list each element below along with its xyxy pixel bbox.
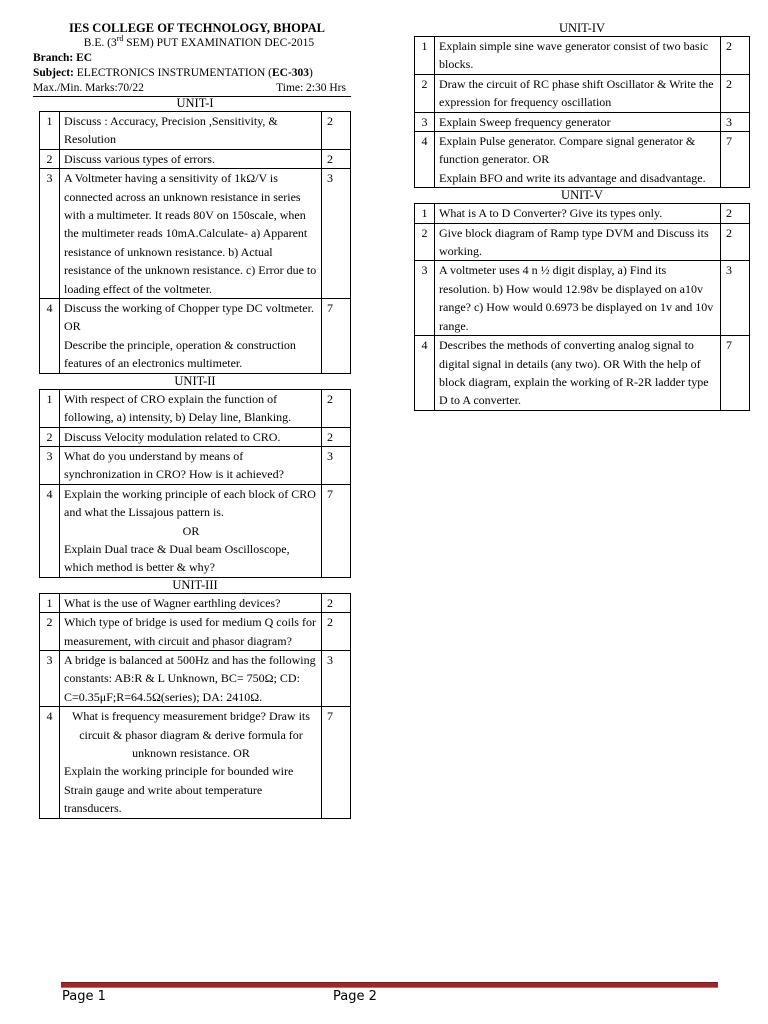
table-row (40, 593, 351, 612)
exam-header (33, 21, 351, 97)
table-row (415, 204, 750, 223)
question-number: 1 (40, 112, 60, 150)
question-number: 1 (40, 389, 60, 427)
left-column (39, 96, 351, 819)
branch-line: Branch: EC (33, 52, 93, 64)
question-number: 2 (415, 223, 435, 261)
question-marks: 2 (322, 427, 351, 446)
unit-title: UNIT-III (172, 577, 218, 592)
unit-title: UNIT-IV (558, 21, 606, 35)
question-number: 3 (40, 169, 60, 299)
table-row (40, 650, 351, 706)
question-marks: 2 (322, 389, 351, 427)
question-text: With respect of CRO explain the function of following, a) intensity, b) Delay line, Blanking. (60, 389, 322, 427)
question-marks: 2 (721, 223, 750, 261)
right-column (414, 21, 750, 411)
question-number: 3 (40, 650, 60, 706)
question-marks: 2 (322, 593, 351, 612)
question-marks: 7 (721, 336, 750, 411)
table-row (415, 74, 750, 112)
table-row (40, 112, 351, 150)
question-number: 3 (40, 446, 60, 484)
question-number: 1 (415, 37, 435, 75)
unit-title: UNIT-I (176, 96, 214, 110)
question-text: Discuss Velocity modulation related to CRO. (60, 427, 322, 446)
question-marks: 7 (322, 707, 351, 818)
table-row (415, 37, 750, 75)
question-marks: 7 (322, 299, 351, 374)
unit-1-table (39, 111, 351, 374)
question-number: 2 (40, 149, 60, 168)
question-marks: 3 (322, 650, 351, 706)
marks-time-line (33, 81, 351, 97)
question-marks: 7 (721, 132, 750, 188)
question-marks: 2 (322, 613, 351, 651)
question-text: Discuss : Accuracy, Precision ,Sensitivity, & Resolution (60, 112, 322, 150)
table-row (40, 389, 351, 427)
question-number: 4 (40, 299, 60, 374)
unit-3-table (39, 593, 351, 819)
page-number-1: Page 1 (62, 989, 106, 1004)
question-text: Discuss various types of errors. (60, 149, 322, 168)
exam-time: Time: 2:30 Hrs (276, 82, 346, 94)
table-row (415, 336, 750, 411)
question-text: What is A to D Converter? Give its types only. (435, 204, 721, 223)
question-marks: 2 (721, 37, 750, 75)
question-text: A bridge is balanced at 500Hz and has the following constants: AB:R & L Unknown, BC= 750Ω; CD: C=0.35μF;R=64.5Ω(series); DA: 2410Ω. (60, 650, 322, 706)
table-row (415, 112, 750, 131)
question-text: Explain the working principle of each block of CRO and what the Lissajous pattern is. OR Explain Dual trace & Dual beam Oscilloscope, which method is better & why? (60, 484, 322, 577)
question-number: 2 (415, 74, 435, 112)
table-row (415, 261, 750, 336)
table-row (40, 484, 351, 577)
question-text: What is the use of Wagner earthling devices? (60, 593, 322, 612)
unit-4-table (414, 36, 750, 188)
question-number: 4 (415, 336, 435, 411)
table-row (40, 169, 351, 299)
question-marks: 3 (721, 112, 750, 131)
table-row (40, 446, 351, 484)
unit-5-table (414, 203, 750, 410)
question-marks: 3 (322, 169, 351, 299)
question-marks: 7 (322, 484, 351, 577)
question-number: 3 (415, 112, 435, 131)
question-text: Which type of bridge is used for medium Q coils for measurement, with circuit and phasor diagram? (60, 613, 322, 651)
question-marks: 2 (322, 149, 351, 168)
table-row (40, 427, 351, 446)
table-row (415, 223, 750, 261)
question-marks: 3 (721, 261, 750, 336)
subject-line: Subject: ELECTRONICS INSTRUMENTATION (EC-303) (33, 67, 313, 79)
footer-divider (61, 982, 718, 988)
max-min-marks: Max./Min. Marks:70/22 (33, 82, 144, 94)
unit-title: UNIT-II (174, 373, 216, 388)
table-row (40, 613, 351, 651)
unit-title: UNIT-V (561, 188, 603, 203)
question-number: 1 (40, 593, 60, 612)
table-row (40, 299, 351, 374)
question-number: 3 (415, 261, 435, 336)
question-marks: 3 (322, 446, 351, 484)
question-number: 4 (40, 484, 60, 577)
college-name: IES COLLEGE OF TECHNOLOGY, BHOPAL (69, 21, 325, 35)
question-text: What is frequency measurement bridge? Draw its circuit & phasor diagram & derive formula for unknown resistance. OR Explain the working principle for bounded wire Strain gauge and write about temperature transducers. (60, 707, 322, 818)
question-text: Explain Sweep frequency generator (435, 112, 721, 131)
unit-2-table (39, 389, 351, 578)
question-number: 2 (40, 613, 60, 651)
question-number: 2 (40, 427, 60, 446)
question-text: What do you understand by means of synchronization in CRO? How is it achieved? (60, 446, 322, 484)
question-text: Describes the methods of converting analog signal to digital signal in details (any two). OR With the help of block diagram, explain the working of R-2R ladder type D to A converter. (435, 336, 721, 411)
question-text: Explain Pulse generator. Compare signal generator & function generator. OR Explain BFO and write its advantage and disadvantage. (435, 132, 721, 188)
question-text: A Voltmeter having a sensitivity of 1kΩ/V is connected across an unknown resistance in series with a multimeter. It reads 80V on 150scale, when the multimeter reads 10mA.Calculate- a) Apparent resistance of unknown resistance. b) Actual resistance of the unknown resistance. c) Error due to loading effect of the voltmeter. (60, 169, 322, 299)
question-marks: 2 (322, 112, 351, 150)
question-text: Explain simple sine wave generator consist of two basic blocks. (435, 37, 721, 75)
question-text: Draw the circuit of RC phase shift Oscillator & Write the expression for frequency oscillation (435, 74, 721, 112)
question-number: 4 (40, 707, 60, 818)
table-row (40, 149, 351, 168)
question-text: Discuss the working of Chopper type DC voltmeter. OR Describe the principle, operation & construction features of an electronics multimeter. (60, 299, 322, 374)
table-row (40, 707, 351, 818)
page-number-2: Page 2 (333, 989, 377, 1004)
question-text: Give block diagram of Ramp type DVM and Discuss its working. (435, 223, 721, 261)
question-text: A voltmeter uses 4 n ½ digit display, a) Find its resolution. b) How would 12.98v be displayed on a10v range? c) How would 0.6973 be displayed on 1v and 10v range. (435, 261, 721, 336)
exam-title: B.E. (3rd SEM) PUT EXAMINATION DEC-2015 (83, 34, 315, 49)
question-number: 4 (415, 132, 435, 188)
question-number: 1 (415, 204, 435, 223)
table-row (415, 132, 750, 188)
question-marks: 2 (721, 204, 750, 223)
question-marks: 2 (721, 74, 750, 112)
